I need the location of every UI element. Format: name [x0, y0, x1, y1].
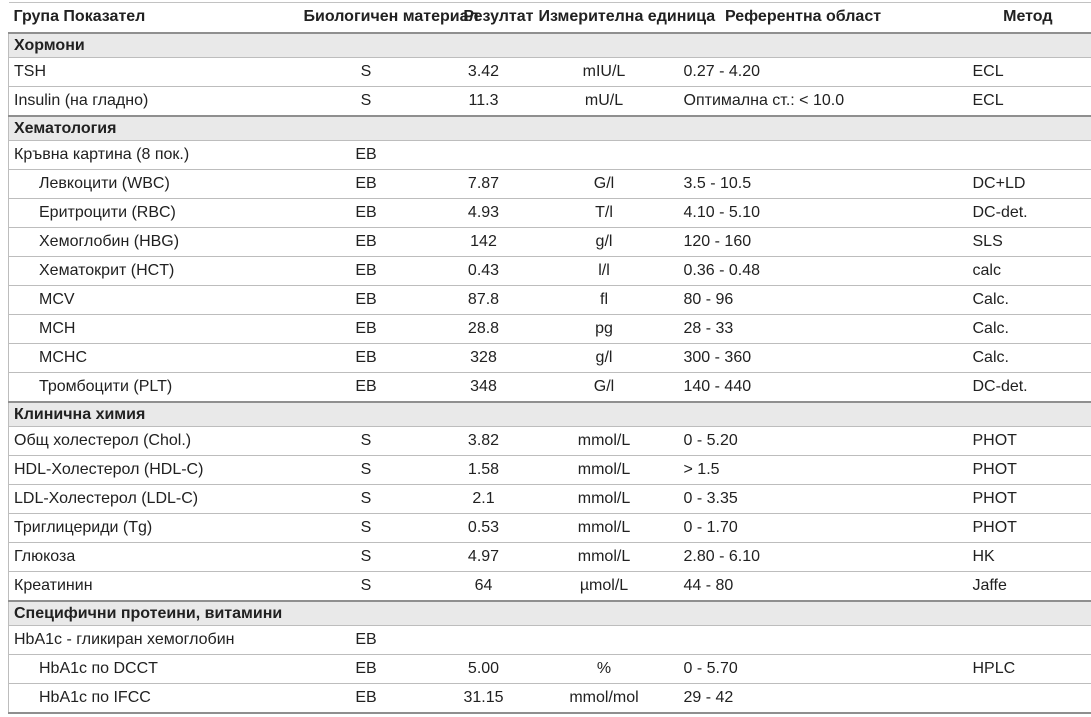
result-cell: 328 — [429, 344, 539, 373]
unit-cell: mmol/L — [539, 485, 670, 514]
indicator-name-cell: Кръвна картина (8 пок.) — [9, 141, 304, 170]
result-row — [9, 456, 1091, 485]
result-row — [9, 485, 1091, 514]
indicator-name-cell: Левкоцити (WBC) — [9, 170, 304, 199]
method-cell: Jaffe — [937, 572, 1091, 602]
indicator-name-cell: Еритроцити (RBC) — [9, 199, 304, 228]
material-cell: EB — [304, 344, 429, 373]
reference-range-cell: 44 - 80 — [670, 572, 937, 602]
reference-range-cell — [670, 626, 937, 655]
result-row — [9, 87, 1091, 117]
method-cell: PHOT — [937, 456, 1091, 485]
unit-cell: mmol/L — [539, 514, 670, 543]
material-cell: S — [304, 87, 429, 117]
result-row — [9, 257, 1091, 286]
unit-cell: g/l — [539, 344, 670, 373]
method-cell: PHOT — [937, 427, 1091, 456]
result-cell: 0.53 — [429, 514, 539, 543]
column-header-measurement-unit: Измерителна единица — [539, 3, 670, 34]
method-cell: Calc. — [937, 344, 1091, 373]
result-cell: 0.43 — [429, 257, 539, 286]
reference-range-cell: 0.36 - 0.48 — [670, 257, 937, 286]
section-title: Хормони — [9, 33, 1091, 58]
method-cell: Calc. — [937, 315, 1091, 344]
result-cell — [429, 626, 539, 655]
unit-cell: mU/L — [539, 87, 670, 117]
section-row — [9, 601, 1091, 626]
result-cell: 3.42 — [429, 58, 539, 87]
method-cell: Calc. — [937, 286, 1091, 315]
result-row — [9, 543, 1091, 572]
reference-range-cell — [670, 141, 937, 170]
result-cell: 348 — [429, 373, 539, 403]
column-header-indicator-group: Група Показател — [9, 3, 304, 34]
result-row — [9, 286, 1091, 315]
material-cell: EB — [304, 655, 429, 684]
method-cell — [937, 626, 1091, 655]
reference-range-cell: 0 - 5.70 — [670, 655, 937, 684]
section-title: Специфични протеини, витамини — [9, 601, 1091, 626]
method-cell: DC-det. — [937, 373, 1091, 403]
material-cell: S — [304, 427, 429, 456]
reference-range-cell: 28 - 33 — [670, 315, 937, 344]
section-row — [9, 402, 1091, 427]
unit-cell: G/l — [539, 170, 670, 199]
indicator-name-cell: Хемоглобин (HBG) — [9, 228, 304, 257]
unit-cell: mmol/L — [539, 456, 670, 485]
indicator-name-cell: Общ холестерол (Chol.) — [9, 427, 304, 456]
results-body — [9, 33, 1091, 713]
section-title: Хематология — [9, 116, 1091, 141]
column-header-biological-material: Биологичен материал — [304, 3, 429, 34]
unit-cell: mIU/L — [539, 58, 670, 87]
material-cell: EB — [304, 684, 429, 714]
result-row — [9, 684, 1091, 714]
result-cell: 3.82 — [429, 427, 539, 456]
indicator-name-cell: HbA1c по IFCC — [9, 684, 304, 714]
material-cell: EB — [304, 373, 429, 403]
material-cell: EB — [304, 315, 429, 344]
reference-range-cell: 80 - 96 — [670, 286, 937, 315]
header-row — [9, 3, 1091, 34]
result-row — [9, 655, 1091, 684]
unit-cell: fl — [539, 286, 670, 315]
method-cell: calc — [937, 257, 1091, 286]
result-cell: 7.87 — [429, 170, 539, 199]
material-cell: EB — [304, 286, 429, 315]
material-cell: S — [304, 456, 429, 485]
table-header — [9, 3, 1091, 34]
result-cell: 87.8 — [429, 286, 539, 315]
material-cell: EB — [304, 626, 429, 655]
indicator-name-cell: LDL-Холестерол (LDL-C) — [9, 485, 304, 514]
result-cell: 11.3 — [429, 87, 539, 117]
result-row — [9, 170, 1091, 199]
lab-results-report — [8, 2, 1080, 714]
unit-cell: G/l — [539, 373, 670, 403]
reference-range-cell: 120 - 160 — [670, 228, 937, 257]
result-cell: 64 — [429, 572, 539, 602]
result-row — [9, 228, 1091, 257]
method-cell: SLS — [937, 228, 1091, 257]
result-row — [9, 199, 1091, 228]
reference-range-cell: > 1.5 — [670, 456, 937, 485]
section-title: Клинична химия — [9, 402, 1091, 427]
indicator-name-cell: MCV — [9, 286, 304, 315]
reference-range-cell: 29 - 42 — [670, 684, 937, 714]
indicator-name-cell: TSH — [9, 58, 304, 87]
unit-cell: l/l — [539, 257, 670, 286]
result-cell: 4.93 — [429, 199, 539, 228]
unit-cell: mmol/L — [539, 543, 670, 572]
result-row — [9, 514, 1091, 543]
reference-range-cell: 0 - 3.35 — [670, 485, 937, 514]
result-cell: 4.97 — [429, 543, 539, 572]
indicator-name-cell: HDL-Холестерол (HDL-C) — [9, 456, 304, 485]
result-row — [9, 141, 1091, 170]
material-cell: EB — [304, 257, 429, 286]
unit-cell: mmol/mol — [539, 684, 670, 714]
result-row — [9, 626, 1091, 655]
indicator-name-cell: Тромбоцити (PLT) — [9, 373, 304, 403]
indicator-name-cell: Хематокрит (HCT) — [9, 257, 304, 286]
material-cell: S — [304, 514, 429, 543]
result-cell: 31.15 — [429, 684, 539, 714]
indicator-name-cell: Insulin (на гладно) — [9, 87, 304, 117]
material-cell: EB — [304, 141, 429, 170]
result-row — [9, 344, 1091, 373]
result-row — [9, 373, 1091, 403]
unit-cell: g/l — [539, 228, 670, 257]
unit-cell — [539, 141, 670, 170]
indicator-name-cell: HbA1c - гликиран хемоглобин — [9, 626, 304, 655]
result-row — [9, 427, 1091, 456]
material-cell: S — [304, 58, 429, 87]
result-cell: 2.1 — [429, 485, 539, 514]
unit-cell: mmol/L — [539, 427, 670, 456]
method-cell — [937, 141, 1091, 170]
result-row — [9, 315, 1091, 344]
indicator-name-cell: MCH — [9, 315, 304, 344]
unit-cell: µmol/L — [539, 572, 670, 602]
reference-range-cell: 0 - 1.70 — [670, 514, 937, 543]
material-cell: S — [304, 485, 429, 514]
result-cell: 28.8 — [429, 315, 539, 344]
material-cell: EB — [304, 199, 429, 228]
unit-cell: % — [539, 655, 670, 684]
column-header-reference-range: Референтна област — [670, 3, 937, 34]
indicator-name-cell: MCHC — [9, 344, 304, 373]
reference-range-cell: 0 - 5.20 — [670, 427, 937, 456]
material-cell: S — [304, 572, 429, 602]
column-header-result: Резултат — [429, 3, 539, 34]
section-row — [9, 116, 1091, 141]
column-header-method: Метод — [937, 3, 1091, 34]
reference-range-cell: 2.80 - 6.10 — [670, 543, 937, 572]
result-cell: 5.00 — [429, 655, 539, 684]
reference-range-cell: Оптимална ст.: < 10.0 — [670, 87, 937, 117]
indicator-name-cell: Глюкоза — [9, 543, 304, 572]
method-cell — [937, 684, 1091, 714]
result-cell — [429, 141, 539, 170]
indicator-name-cell: Триглицериди (Tg) — [9, 514, 304, 543]
method-cell: DC-det. — [937, 199, 1091, 228]
indicator-name-cell: HbA1c по DCCT — [9, 655, 304, 684]
material-cell: S — [304, 543, 429, 572]
material-cell: EB — [304, 228, 429, 257]
result-cell: 142 — [429, 228, 539, 257]
result-row — [9, 572, 1091, 602]
method-cell: DC+LD — [937, 170, 1091, 199]
result-cell: 1.58 — [429, 456, 539, 485]
lab-results-table — [8, 2, 1091, 714]
reference-range-cell: 4.10 - 5.10 — [670, 199, 937, 228]
section-row — [9, 33, 1091, 58]
method-cell: PHOT — [937, 485, 1091, 514]
method-cell: ECL — [937, 87, 1091, 117]
unit-cell: pg — [539, 315, 670, 344]
method-cell: HPLC — [937, 655, 1091, 684]
method-cell: PHOT — [937, 514, 1091, 543]
result-row — [9, 58, 1091, 87]
reference-range-cell: 0.27 - 4.20 — [670, 58, 937, 87]
reference-range-cell: 3.5 - 10.5 — [670, 170, 937, 199]
method-cell: ECL — [937, 58, 1091, 87]
reference-range-cell: 140 - 440 — [670, 373, 937, 403]
indicator-name-cell: Креатинин — [9, 572, 304, 602]
unit-cell: T/l — [539, 199, 670, 228]
method-cell: HK — [937, 543, 1091, 572]
unit-cell — [539, 626, 670, 655]
material-cell: EB — [304, 170, 429, 199]
reference-range-cell: 300 - 360 — [670, 344, 937, 373]
